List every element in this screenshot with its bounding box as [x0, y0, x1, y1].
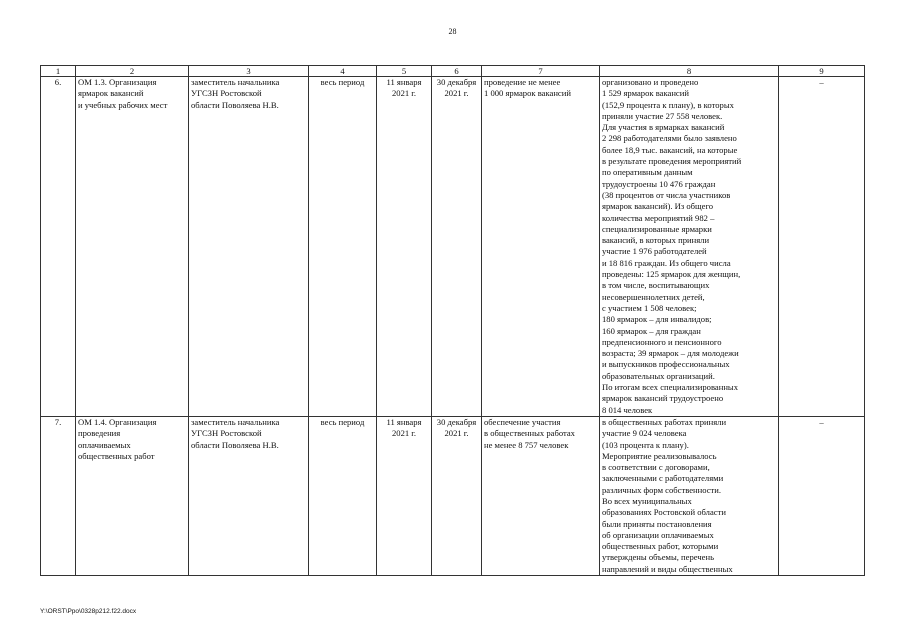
column-header: 4 — [309, 66, 377, 77]
file-path-footer: Y:\ORST\Ppo\0328p212.f22.docx — [40, 608, 137, 615]
expected-result-cell: проведение не менее 1 000 ярмарок вакансий — [482, 77, 600, 417]
end-date-cell: 30 декабря 2021 г. — [432, 416, 482, 575]
table-header-row — [41, 66, 865, 77]
responsible-cell: заместитель начальника УГСЗН Ростовской области Поволяева Н.В. — [189, 77, 309, 417]
column-header: 5 — [377, 66, 432, 77]
actual-result-cell: организовано и проведено 1 529 ярмарок вакансий (152,9 процента к плану), в которых приняли участие 27 558 человек. Для участия в ярмарках вакансий 2 298 работодателями было заявлено более 18,9 тыс. вакансий, на которые в результате проведения мероприятий по оперативным данным трудоустроены 10 476 граждан (38 процентов от числа участников ярмарок вакансий). Из общего количества мероприятий 982 – специализированные ярмарки вакансий, в которых приняли участие 1 976 работодателей и 18 816 граждан. Из общего числа проведены: 125 ярмарок для женщин, в том числе, воспитывающих несовершеннолетних детей, с участием 1 508 человек; 180 ярмарок – для инвалидов; 160 ярмарок – для граждан предпенсионного и пенсионного возраста; 39 ярмарок – для молодежи и выпускников профессиональных образовательных организаций. По итогам всех специализированных ярмарок вакансий трудоустроено 8 014 человек — [600, 77, 779, 417]
column-header: 1 — [41, 66, 76, 77]
column-header: 6 — [432, 66, 482, 77]
page-number: 28 — [448, 27, 457, 36]
row-number: 6. — [41, 77, 76, 417]
start-date-cell: 11 января 2021 г. — [377, 77, 432, 417]
column-header: 7 — [482, 66, 600, 77]
start-date-cell: 11 января 2021 г. — [377, 416, 432, 575]
period-cell: весь период — [309, 416, 377, 575]
expected-result-cell: обеспечение участия в общественных работах не менее 8 757 человек — [482, 416, 600, 575]
note-cell: – — [779, 77, 865, 417]
row-number: 7. — [41, 416, 76, 575]
period-cell: весь период — [309, 77, 377, 417]
end-date-cell: 30 декабря 2021 г. — [432, 77, 482, 417]
column-header: 8 — [600, 66, 779, 77]
note-cell: – — [779, 416, 865, 575]
measure-cell: ОМ 1.3. Организация ярмарок вакансий и учебных рабочих мест — [76, 77, 189, 417]
report-table — [40, 65, 865, 576]
column-header: 3 — [189, 66, 309, 77]
table-row — [41, 416, 865, 575]
table-row — [41, 77, 865, 417]
responsible-cell: заместитель начальника УГСЗН Ростовской области Поволяева Н.В. — [189, 416, 309, 575]
column-header: 9 — [779, 66, 865, 77]
actual-result-cell: в общественных работах приняли участие 9 024 человека (103 процента к плану). Мероприятие реализовывалось в соответствии с договорами, заключенными с работодателями различных форм собственности. Во всех муниципальных образованиях Ростовской области были приняты постановления об организации оплачиваемых общественных работ, которыми утверждены объемы, перечень направлений и виды общественных — [600, 416, 779, 575]
measure-cell: ОМ 1.4. Организация проведения оплачиваемых общественных работ — [76, 416, 189, 575]
column-header: 2 — [76, 66, 189, 77]
